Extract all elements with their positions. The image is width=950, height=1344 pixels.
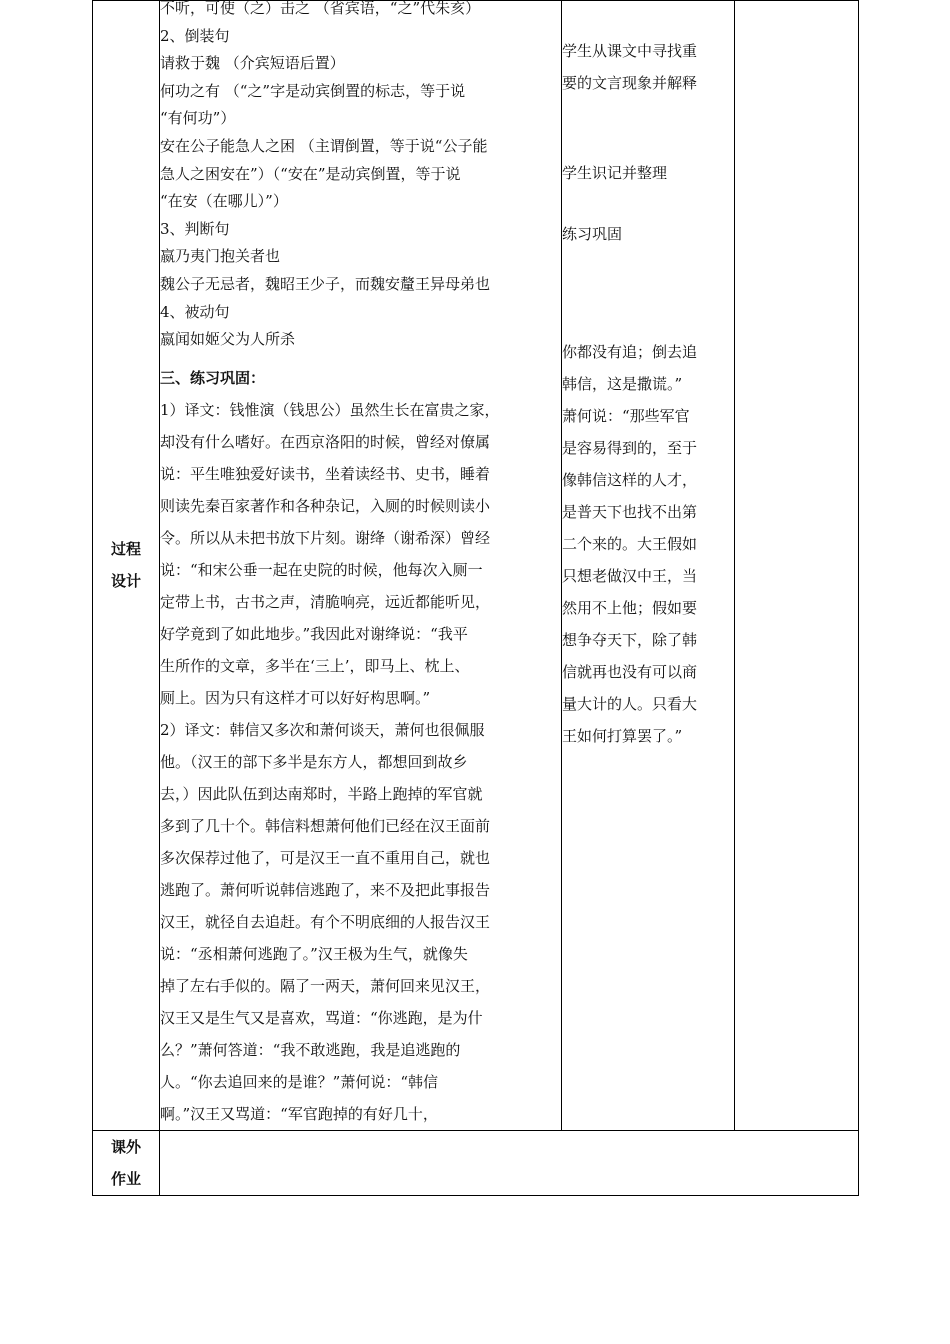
text-line: 要的文言现象并解释	[562, 74, 698, 92]
homework-content-cell	[160, 1130, 859, 1195]
text-line: 说：“丞相萧何逃跑了。”汉王极为生气，就像失	[160, 944, 468, 963]
text-line: 厕上。因为只有这样才可以好好构思啊。”	[160, 688, 431, 707]
text-line: “在安（在哪儿）”）	[160, 192, 288, 211]
process-design-row	[93, 1, 859, 1131]
text-line: 你都没有追；倒去追	[562, 343, 698, 361]
text-line: “有何功”）	[160, 109, 236, 128]
text-line: 何功之有 （“之”字是动宾倒置的标志，等于说	[160, 81, 466, 100]
text-line: 是容易得到的，至于	[562, 439, 698, 457]
text-line: 说：平生唯独爱好读书，坐着读经书、史书，睡着	[160, 464, 491, 483]
text-line: 请救于魏 （介宾短语后置）	[160, 54, 345, 73]
text-line: 说：“和宋公垂一起在史院的时候，他每次入厕一	[160, 560, 483, 579]
translation-continuation	[562, 336, 734, 752]
text-line: 量大计的人。只看大	[562, 695, 698, 713]
text-line: 韩信，这是撒谎。”	[562, 375, 683, 393]
text-line: 然用不上他；假如要	[562, 599, 698, 617]
text-line: 萧何说：“那些军官	[562, 407, 690, 425]
text-line: 想争夺天下，除了韩	[562, 631, 698, 649]
text-line: 他。（汉王的部下多半是东方人，都想回到故乡	[160, 752, 468, 771]
student-activity-practice: 练习巩固	[562, 225, 623, 243]
text-line: 急人之困安在”）（“安在”是动宾倒置，等于说	[160, 164, 461, 183]
exercise-heading: 三、练习巩固：	[160, 368, 266, 387]
teaching-content-cell	[160, 1, 562, 1131]
text-line: 是普天下也找不出第	[562, 503, 698, 521]
text-line: 学生从课文中寻找重	[562, 42, 698, 60]
lesson-plan-table	[92, 0, 859, 1196]
text-line: 2）译文：韩信又多次和萧何谈天，萧何也很佩服	[160, 720, 485, 739]
text-line: 王如何打算罢了。”	[562, 727, 683, 745]
student-activity-organize: 学生识记并整理	[562, 164, 668, 182]
notes-cell	[735, 1, 859, 1131]
text-line: 嬴乃夷门抱关者也	[160, 247, 281, 266]
text-line: 定带上书，古书之声，清脆响亮，远近都能听见，	[160, 592, 491, 611]
text-line: 生所作的文章，多半在‘三上’，即马上、枕上、	[160, 656, 470, 675]
text-line: 好学竟到了如此地步。”我因此对谢绛说：“我平	[160, 624, 468, 643]
grammar-notes	[160, 0, 561, 354]
text-line: 汉王又是生气又是喜欢，骂道：“你逃跑，是为什	[160, 1008, 483, 1027]
translation-text	[160, 394, 561, 1130]
text-line: 3、判断句	[160, 219, 230, 238]
text-line: 则读先秦百家著作和各种杂记，入厕的时候则读小	[160, 496, 491, 515]
student-activity-find	[562, 35, 734, 99]
text-line: 二个来的。大王假如	[562, 535, 698, 553]
text-line: 魏公子无忌者，魏昭王少子，而魏安釐王异母弟也	[160, 274, 491, 293]
text-line: 信就再也没有可以商	[562, 663, 698, 681]
text-line: 安在公子能急人之困 （主谓倒置，等于说“公子能	[160, 136, 488, 155]
text-line: 4、被动句	[160, 302, 230, 321]
text-line: 嬴闻如姬父为人所杀	[160, 330, 296, 349]
text-line: 2、倒装句	[160, 26, 230, 45]
text-line: 么？”萧何答道：“我不敢逃跑，我是追逃跑的	[160, 1040, 461, 1059]
text-line: 令。所以从未把书放下片刻。谢绛（谢希深）曾经	[160, 528, 491, 547]
text-line: 像韩信这样的人才，	[562, 471, 698, 489]
homework-row	[93, 1130, 859, 1195]
text-line: 却没有什么嗜好。在西京洛阳的时候，曾经对僚属	[160, 432, 491, 451]
text-line: 逃跑了。萧何听说韩信逃跑了，来不及把此事报告	[160, 880, 491, 899]
text-line: 掉了左右手似的。隔了一两天，萧何回来见汉王，	[160, 976, 491, 995]
text-line: 啊。”汉王又骂道：“军官跑掉的有好几十，	[160, 1104, 438, 1123]
text-line: 人。“你去追回来的是谁？”萧何说：“韩信	[160, 1072, 439, 1091]
text-line: 去，）因此队伍到达南郑时，半路上跑掉的军官就	[160, 784, 483, 803]
text-line: 多次保荐过他了，可是汉王一直不重用自己，就也	[160, 848, 491, 867]
text-line: 只想老做汉中王，当	[562, 567, 698, 585]
student-activity-cell	[562, 1, 735, 1131]
text-line: 多到了几十个。韩信料想萧何他们已经在汉王面前	[160, 816, 491, 835]
homework-label: 课外 作业	[93, 1130, 160, 1195]
text-line: 汉王，就径自去追赶。有个不明底细的人报告汉王	[160, 912, 491, 931]
text-line: 1）译文：钱惟演（钱思公）虽然生长在富贵之家，	[160, 400, 500, 419]
text-line: 不听，可使（之）击之 （省宾语，“之”代朱亥）	[160, 0, 481, 17]
process-design-label: 过程 设计	[93, 1, 160, 1131]
